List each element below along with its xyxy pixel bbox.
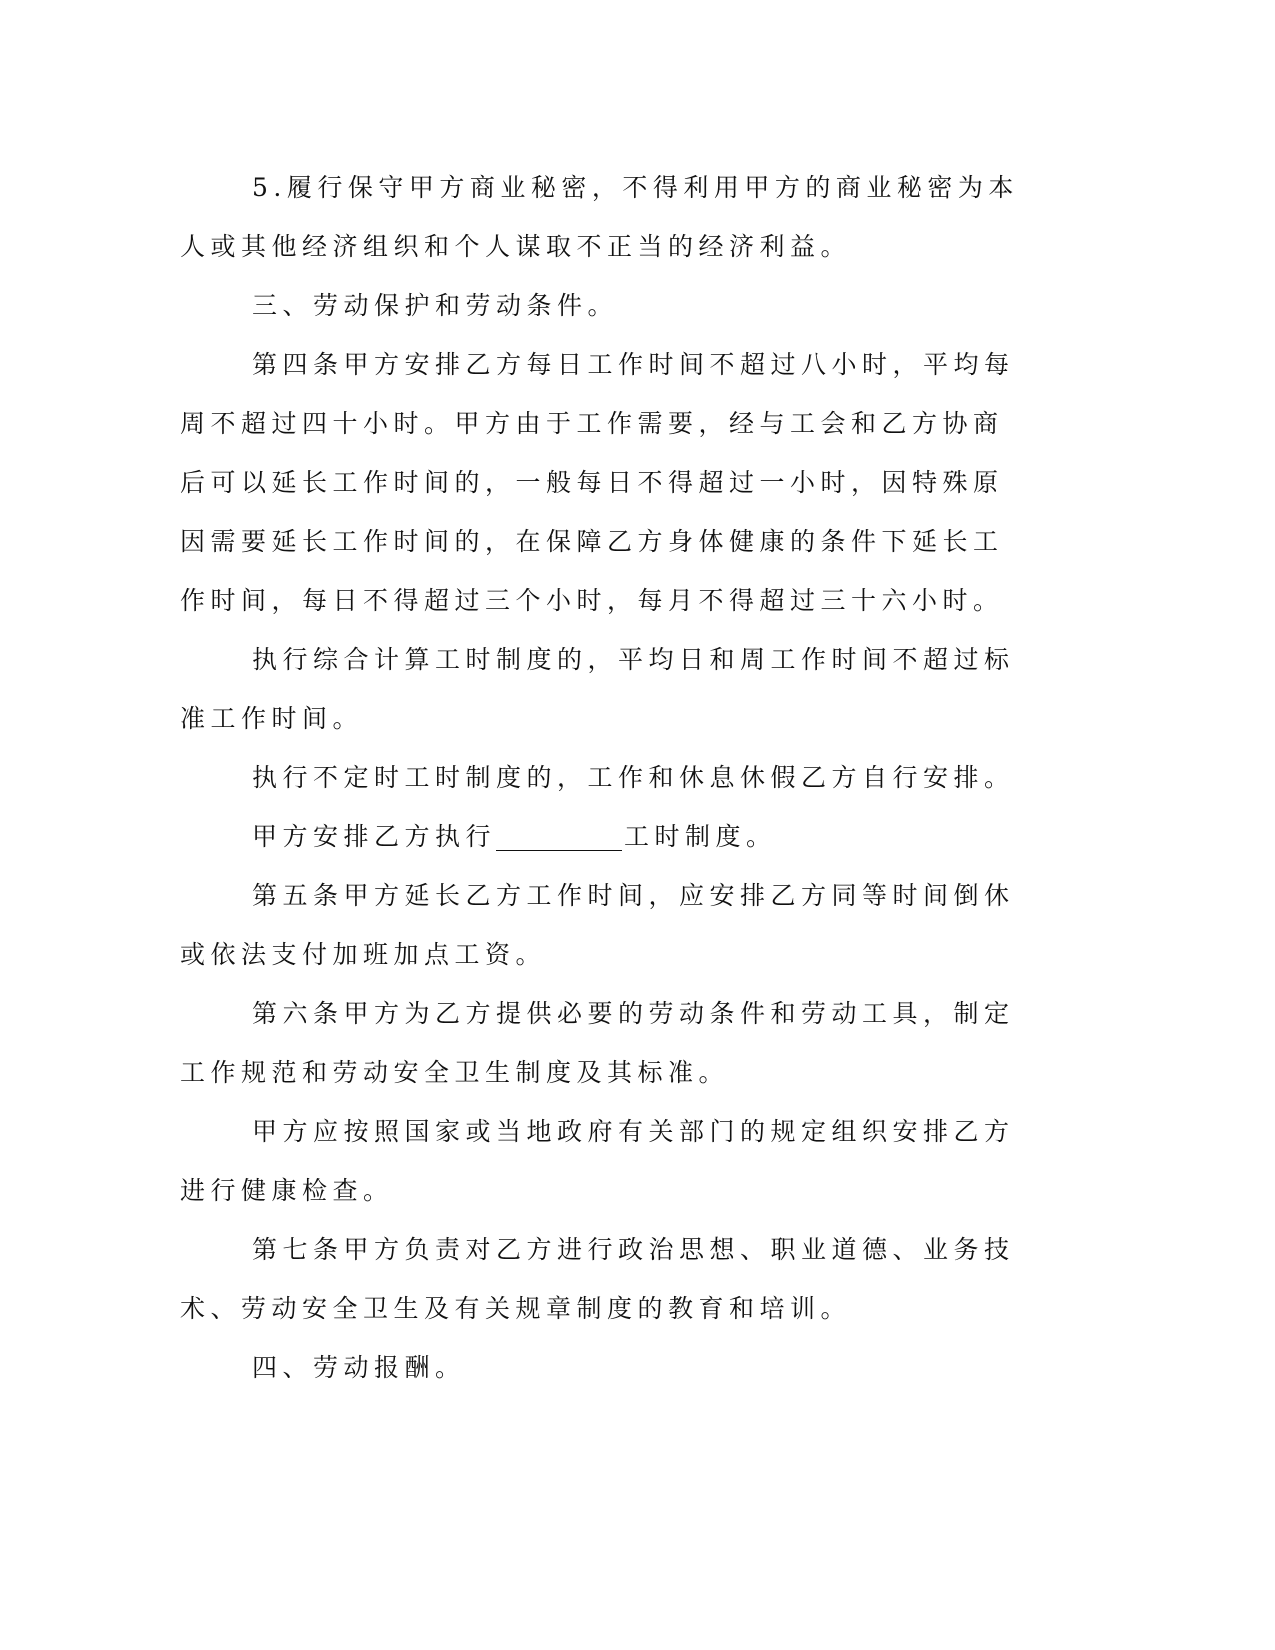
section-heading-labor-protection: 三、劳动保护和劳动条件。 — [252, 291, 619, 320]
fill-in-suffix: 工时制度。 — [624, 822, 777, 851]
paragraph-confidentiality: 5.履行保守甲方商业秘密，不得利用甲方的商业秘密为本人或其他经济组织和个人谋取不正当的经济利益。 — [180, 173, 1019, 261]
fill-in-prefix: 甲方安排乙方执行 — [252, 822, 497, 851]
fill-in-blank — [496, 822, 622, 851]
paragraph-article-5: 第五条甲方延长乙方工作时间，应安排乙方同等时间倒休或依法支付加班加点工资。 — [180, 881, 1015, 969]
paragraph-article-7: 第七条甲方负责对乙方进行政治思想、职业道德、业务技术、劳动安全卫生及有关规章制度的教育和培训。 — [180, 1235, 1015, 1323]
paragraph-working-hours-system — [180, 807, 1030, 866]
paragraph-article-4: 第四条甲方安排乙方每日工作时间不超过八小时，平均每周不超过四十小时。甲方由于工作需要，经与工会和乙方协商后可以延长工作时间的，一般每日不得超过一小时，因特殊原因需要延长工作时间的，在保障乙方身体健康的条件下延长工作时间，每日不得超过三个小时，每月不得超过三十六小时。 — [180, 350, 1015, 615]
section-heading-remuneration: 四、劳动报酬。 — [252, 1353, 466, 1382]
paragraph-comprehensive-hours: 执行综合计算工时制度的，平均日和周工作时间不超过标准工作时间。 — [180, 645, 1015, 733]
paragraph-article-6: 第六条甲方为乙方提供必要的劳动条件和劳动工具，制定工作规范和劳动安全卫生制度及其标准。 — [180, 999, 1015, 1087]
paragraph-health-check: 甲方应按照国家或当地政府有关部门的规定组织安排乙方进行健康检查。 — [180, 1117, 1015, 1205]
document-body — [180, 158, 1030, 1397]
paragraph-flexible-hours: 执行不定时工时制度的，工作和休息休假乙方自行安排。 — [252, 763, 1015, 792]
